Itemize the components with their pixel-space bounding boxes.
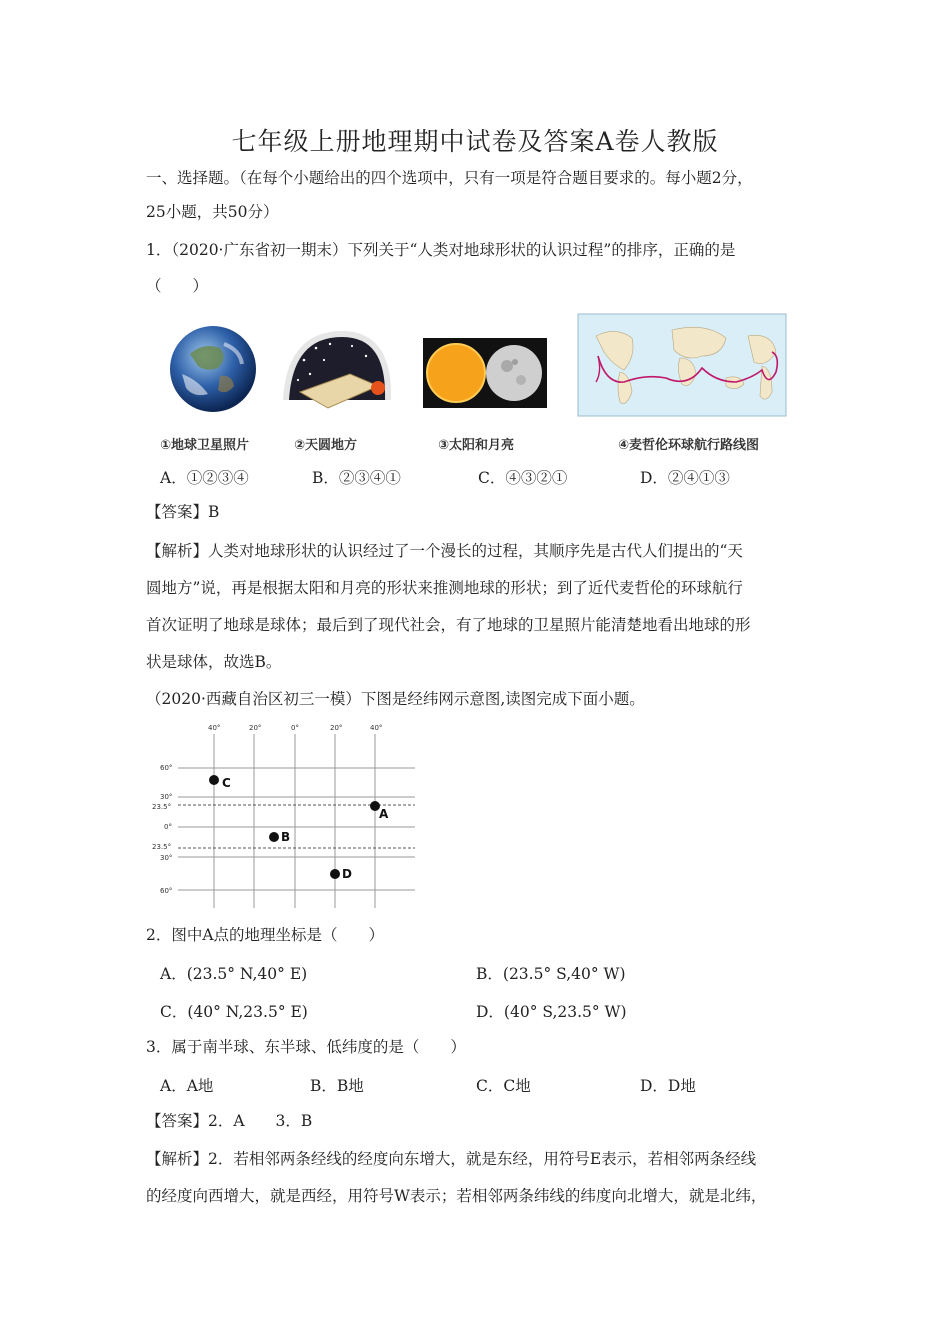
q1-figures [160, 312, 808, 453]
analysis-2-3-line1: 【解析】2．若相邻两条经线的经度向东增大，就是东经，用符号E表示，若相邻两条经线 [146, 1150, 757, 1168]
point-d-marker [330, 869, 340, 879]
q1-analysis-line1: 【解析】人类对地球形状的认识经过了一个漫长的过程，其顺序先是古代人们提出的“天 [146, 542, 743, 560]
dome-image [280, 330, 392, 414]
q3-option-a: A．A地 [160, 1077, 214, 1095]
section-instruction-line2: 25小题，共50分） [146, 203, 279, 221]
point-a-label: A [379, 807, 389, 821]
lon-label-20w: 20° [249, 724, 262, 732]
point-b-label: B [281, 830, 291, 844]
point-b-marker [269, 832, 279, 842]
page-title: 七年级上册地理期中试卷及答案A卷人教版 [231, 127, 719, 156]
caption-earth: ①地球卫星照片 [160, 438, 250, 453]
lat-label-30s: 30° [160, 854, 173, 862]
q2-option-d: D．(40° S,23.5° W) [476, 1003, 627, 1021]
group-intro: （2020·西藏自治区初三一模）下图是经纬网示意图,读图完成下面小题。 [146, 690, 645, 708]
point-d-label: D [342, 867, 352, 881]
caption-dome: ②天圆地方 [294, 438, 358, 453]
q2-option-b: B．(23.5° S,40° W) [476, 965, 626, 983]
q3-stem: 3．属于南半球、东半球、低纬度的是（ ） [146, 1038, 466, 1056]
lat-label-23-5n: 23.5° [152, 803, 172, 811]
point-c-marker [209, 775, 219, 785]
lon-label-40w: 40° [208, 724, 221, 732]
q1-option-a: A．①②③④ [160, 469, 249, 487]
lat-label-60s: 60° [160, 887, 173, 895]
q1-analysis-line4: 状是球体，故选B。 [146, 653, 282, 671]
analysis-2-3-line2: 的经度向西增大，就是西经，用符号W表示；若相邻两条纬线的纬度向北增大，就是北纬， [146, 1187, 767, 1205]
lon-label-0: 0° [291, 724, 299, 732]
lon-label-40e: 40° [370, 724, 383, 732]
q3-option-c: C．C地 [476, 1077, 531, 1095]
point-c-label: C [222, 776, 231, 790]
caption-sun-moon: ③太阳和月亮 [438, 438, 515, 453]
sun-moon-image [423, 338, 547, 408]
lat-label-60n: 60° [160, 764, 173, 772]
q1-option-b: B．②③④① [312, 469, 401, 487]
q3-option-d: D．D地 [640, 1077, 696, 1095]
q1-analysis-line3: 首次证明了地球是球体；最后到了现代社会，有了地球的卫星照片能清楚地看出地球的形 [146, 616, 751, 634]
lon-label-20e: 20° [330, 724, 343, 732]
q1-analysis-line2: 圆地方”说，再是根据太阳和月亮的形状来推测地球的形状；到了近代麦哲伦的环球航行 [146, 579, 743, 597]
lat-label-23-5s: 23.5° [152, 843, 172, 851]
magellan-map-image [576, 312, 788, 418]
lat-label-0: 0° [164, 823, 172, 831]
q3-option-b: B．B地 [310, 1077, 364, 1095]
q1-option-c: C．④③②① [478, 469, 568, 487]
q1-stem-line1: 1．（2020·广东省初一期末）下列关于“人类对地球形状的认识过程”的排序，正确的是 [146, 241, 736, 259]
earth-image [168, 324, 258, 414]
section-instruction-line1: 一、选择题。（在每个小题给出的四个选项中，只有一项是符合题目要求的。每小题2分， [146, 169, 753, 187]
q2-option-a: A．(23.5° N,40° E) [160, 965, 308, 983]
answer-2-3: 【答案】2．A 3．B [146, 1112, 313, 1130]
lat-label-30n: 30° [160, 793, 173, 801]
caption-magellan-map: ④麦哲伦环球航行路线图 [618, 438, 760, 453]
graticule-diagram [150, 718, 425, 908]
q1-answer: 【答案】B [146, 503, 220, 521]
q1-stem-line2: （ ） [146, 277, 209, 295]
q2-stem: 2．图中A点的地理坐标是（ ） [146, 926, 385, 944]
q2-option-c: C．(40° N,23.5° E) [160, 1003, 308, 1021]
q1-option-d: D．②④①③ [640, 469, 730, 487]
